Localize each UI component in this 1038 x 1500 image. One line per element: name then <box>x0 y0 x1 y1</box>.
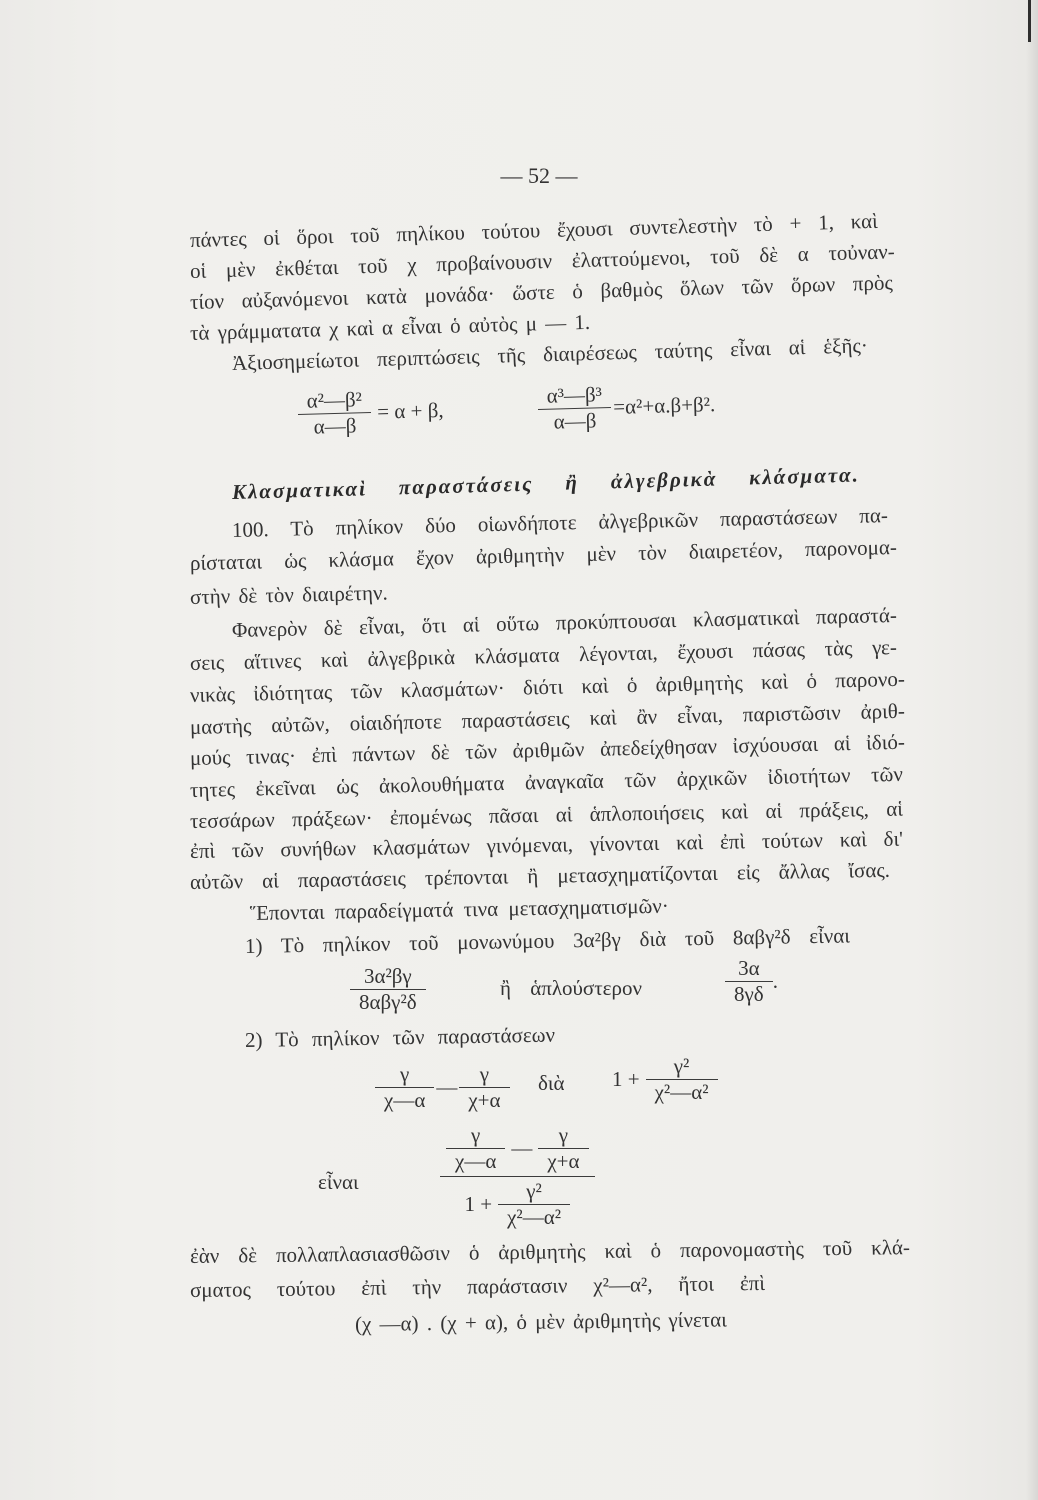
denominator: χ—α <box>384 1088 426 1112</box>
one-plus: 1 + <box>612 1067 640 1091</box>
denominator: χ²—α² <box>654 1080 709 1104</box>
text-line: νικὰς ἰδιότητας τῶν κλασμάτων· διότι καὶ ὁ ἀριθμητὴς καὶ ὁ παρονο- <box>189 666 906 707</box>
numerator: α²—β² <box>297 387 371 415</box>
text-line: μαστὴς αὐτῶν, οἱαιδήποτε παραστάσεις καὶ ἂν εἶναι, παριστῶσιν ἀριθ- <box>189 698 906 739</box>
text-line: τὰ γράμματατα χ καὶ α εἶναι ὁ αὐτὸς μ — 1. <box>189 309 591 345</box>
fraction <box>297 387 372 440</box>
text-line: στὴν δὲ τὸν διαιρέτην. <box>189 580 389 609</box>
minus-sign: — <box>436 1075 458 1099</box>
complex-fraction <box>440 1121 595 1232</box>
denominator: α—β <box>313 413 357 439</box>
fraction <box>538 1123 588 1174</box>
fraction <box>459 1062 509 1113</box>
denominator: 8γδ <box>734 982 764 1006</box>
denominator: χ—α <box>455 1149 497 1173</box>
page-edge-shadow <box>1026 0 1038 1500</box>
minus-sign: — <box>511 1136 533 1160</box>
fraction <box>646 1054 718 1105</box>
example2-by: διὰ <box>538 1071 565 1095</box>
text-line: τίον αὐξανόμενοι κατὰ μονάδα· ὥστε ὁ βαθμὸς ὅλων τῶν ὅρων πρὸς <box>189 270 894 314</box>
text-line: 1) Τὸ πηλίκον τοῦ μονωνύμου 3α²βγ διὰ τοῦ 8αβγ²δ εἶναι <box>244 923 851 958</box>
text-line: τεσσάρων πράξεων· ἐπομένως πᾶσαι αἱ ἁπλοποιήσεις καὶ αἱ πράξεις, αἱ <box>189 796 904 833</box>
fraction <box>725 956 773 1007</box>
numerator: γ² <box>498 1179 570 1205</box>
text-line: τητες ἐκεῖναι ὡς ἀκολουθήματα ἀναγκαῖα τῶν ἀρχικῶν ἰδιοτήτων τῶν <box>189 761 904 802</box>
example2-divisor <box>612 1054 718 1105</box>
fraction <box>498 1179 570 1230</box>
numerator: α³—β³ <box>537 382 611 410</box>
complex-numerator <box>440 1121 595 1177</box>
numerator: γ <box>446 1123 505 1149</box>
denominator: α—β <box>553 408 597 434</box>
numerator: γ² <box>646 1054 718 1080</box>
fraction <box>375 1062 434 1113</box>
text-line: αὐτῶν αἱ παραστάσεις τρέπονται ἢ μετασχηματίζονται εἰς ἄλλας ἴσας. <box>189 857 891 894</box>
text-line: πάντες οἱ ὅροι τοῦ πηλίκου τούτου ἔχουσι συντελεστὴν τὸ + 1, καὶ <box>189 208 879 252</box>
denominator: 8αβγ²δ <box>359 990 417 1014</box>
example1-connector: ἢ ἁπλούστερον <box>500 976 642 1000</box>
example2-dividend <box>375 1062 510 1113</box>
text-line: ρίσταται ὡς κλάσμα ἔχον ἀριθμητὴν μὲν τὸν διαιρετέον, παρονομα- <box>189 534 898 575</box>
numerator: 3α <box>725 956 773 982</box>
complex-denominator <box>440 1177 595 1232</box>
formula-result: =α²+α.β+β². <box>612 392 716 419</box>
text-line: οἱ μὲν ἐκθέται τοῦ χ προβαίνουσιν ἐλαττούμενοι, τοῦ δὲ α τοὐναν- <box>189 239 896 283</box>
text-line: ἐὰν δὲ πολλαπλασιασθῶσιν ὁ ἀριθμητὴς καὶ ὁ παρονομαστὴς τοῦ κλά- <box>189 1235 911 1268</box>
text-line: σεις αἵτινες καὶ ἀλγεβρικὰ κλάσματα λέγονται, ἔχουσι πάσας τὰς γε- <box>189 634 898 675</box>
formula-result: = α + β, <box>376 397 444 424</box>
formula-difference-of-cubes <box>537 379 716 435</box>
denominator: χ²—α² <box>507 1205 561 1229</box>
numerator: γ <box>375 1062 434 1088</box>
example1-fraction-a <box>350 964 426 1015</box>
page-number: — 52 — <box>500 163 578 188</box>
section-heading: Κλασματικαὶ παραστάσεις ἢ ἀλγεβρικὰ κλάσματα. <box>231 462 861 504</box>
fraction <box>537 382 612 435</box>
period: . <box>772 969 778 993</box>
text-line: ἐπὶ τῶν συνήθων κλασμάτων γινόμεναι, γίνονται καὶ ἐπὶ τούτων καὶ δι' <box>189 826 904 863</box>
fraction <box>446 1123 505 1174</box>
numerator: 3α²βγ <box>350 964 426 990</box>
text-line: Ἕπονται παραδείγματά τινα μετασχηματισμῶν· <box>249 893 669 925</box>
denominator: χ+α <box>468 1088 501 1112</box>
one-plus: 1 + <box>464 1192 493 1216</box>
text-line: μούς τινας· ἐπὶ πάντων δὲ τῶν ἀριθμῶν ἀπεδείχθησαν ἰσχύουσαι αἱ ἰδιό- <box>189 729 906 770</box>
fraction <box>350 964 426 1015</box>
text-line: Φανερὸν δὲ εἶναι, ὅτι αἱ οὕτω προκύπτουσαι κλασματικαὶ παραστά- <box>231 602 898 642</box>
text-line: σματος τούτου ἐπὶ τὴν παράστασιν χ²—α², ἤτοι ἐπὶ <box>189 1270 766 1302</box>
text-line: Ἀξιοσημείωτοι περιπτώσεις τῆς διαιρέσεως ταύτης εἶναι αἱ ἑξῆς· <box>231 333 869 375</box>
example2-result-label: εἶναι <box>318 1170 359 1194</box>
formula-difference-of-squares <box>297 385 450 440</box>
text-line: 100. Τὸ πηλίκον δύο οἱωνδήποτε ἀλγεβρικῶν παραστάσεων πα- <box>231 503 889 542</box>
numerator: γ <box>459 1062 509 1088</box>
denominator: χ+α <box>547 1149 580 1173</box>
text-line: (χ —α) . (χ + α), ὁ μὲν ἀριθμητὴς γίνεται <box>354 1307 727 1336</box>
page-edge-mark <box>1028 0 1031 42</box>
example2-intro: 2) Τὸ πηλίκον τῶν παραστάσεων <box>244 1022 556 1052</box>
example1-fraction-b <box>725 956 778 1007</box>
numerator: γ <box>538 1123 588 1149</box>
